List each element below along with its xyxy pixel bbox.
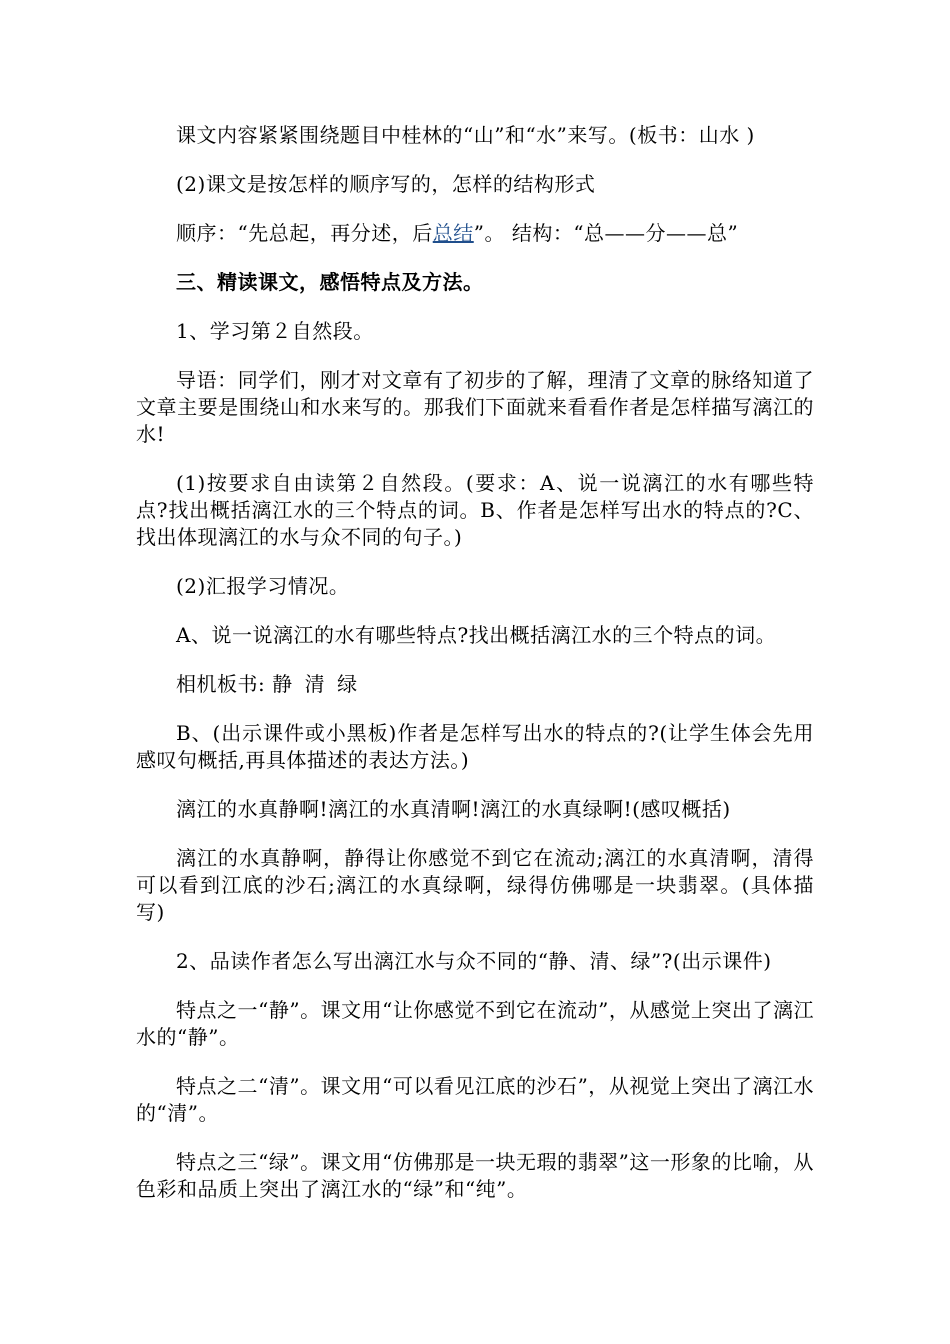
section-heading-close-reading: 三、精读课文，感悟特点及方法。 xyxy=(176,270,484,294)
paragraph-introduction: 导语：同学们，刚才对文章有了初步的了解，理清了文章的脉络知道了文章主要是围绕山和水来写的。那我们下面就来看看作者是怎样描写漓江的水! xyxy=(136,368,814,446)
board-word-quiet: 静 xyxy=(272,672,293,696)
paragraph-detailed-description: 漓江的水真静啊，静得让你感觉不到它在流动;漓江的水真清啊，清得可以看到江底的沙石;漓江的水真绿啊，绿得仿佛哪是一块翡翠。(具体描写) xyxy=(136,846,814,924)
paragraph-exclamation-summary: 漓江的水真静啊!漓江的水真清啊!漓江的水真绿啊!(感叹概括) xyxy=(176,797,731,821)
paragraph-feature-quiet: 特点之一“静”。课文用“让你感觉不到它在流动”，从感觉上突出了漓江水的“静”。 xyxy=(136,998,814,1049)
paragraph-reading-requirements: (1)按要求自由读第２自然段。(要求：A、说一说漓江的水有哪些特点?找出概括漓江水的三个特点的词。B、作者是怎样写出水的特点的?C、找出体现漓江的水与众不同的句子。) xyxy=(136,471,814,549)
paragraph-point-b: B、(出示课件或小黑板)作者是怎样写出水的特点的?(让学生体会先用感叹句概括,再具体描述的表达方法。) xyxy=(136,721,814,772)
board-word-green: 绿 xyxy=(337,672,358,696)
order-text-before: 顺序：“先总起，再分述，后 xyxy=(176,221,433,245)
paragraph-order-structure xyxy=(136,220,814,247)
paragraph-board-notes xyxy=(136,671,814,698)
paragraph-study-second: 1、学习第２自然段。 xyxy=(176,319,374,343)
paragraph-feature-clear: 特点之二“清”。课文用“可以看见江底的沙石”，从视觉上突出了漓江水的“清”。 xyxy=(136,1074,814,1125)
board-notes-label: 相机板书: xyxy=(176,672,273,696)
order-text-after: ”。 结构：“总——分——总” xyxy=(473,221,739,245)
summary-link[interactable]: 总结 xyxy=(432,221,474,245)
paragraph-feature-green: 特点之三“绿”。课文用“仿佛那是一块无瑕的翡翠”这一形象的比喻，从色彩和品质上突出了漓江水的“绿”和“纯”。 xyxy=(136,1150,814,1201)
paragraph-appreciation: 2、品读作者怎么写出漓江水与众不同的“静、清、绿”?(出示课件) xyxy=(176,949,772,973)
paragraph-point-a: A、说一说漓江的水有哪些特点?找出概括漓江水的三个特点的词。 xyxy=(176,623,777,647)
board-word-clear: 清 xyxy=(304,672,326,696)
paragraph-report: (2)汇报学习情况。 xyxy=(176,574,350,598)
paragraph-question-structure: (2)课文是按怎样的顺序写的，怎样的结构形式 xyxy=(176,172,596,196)
paragraph-topic-mountain-water: 课文内容紧紧围绕题目中桂林的“山”和“水”来写。(板书：山水 ) xyxy=(176,123,755,147)
